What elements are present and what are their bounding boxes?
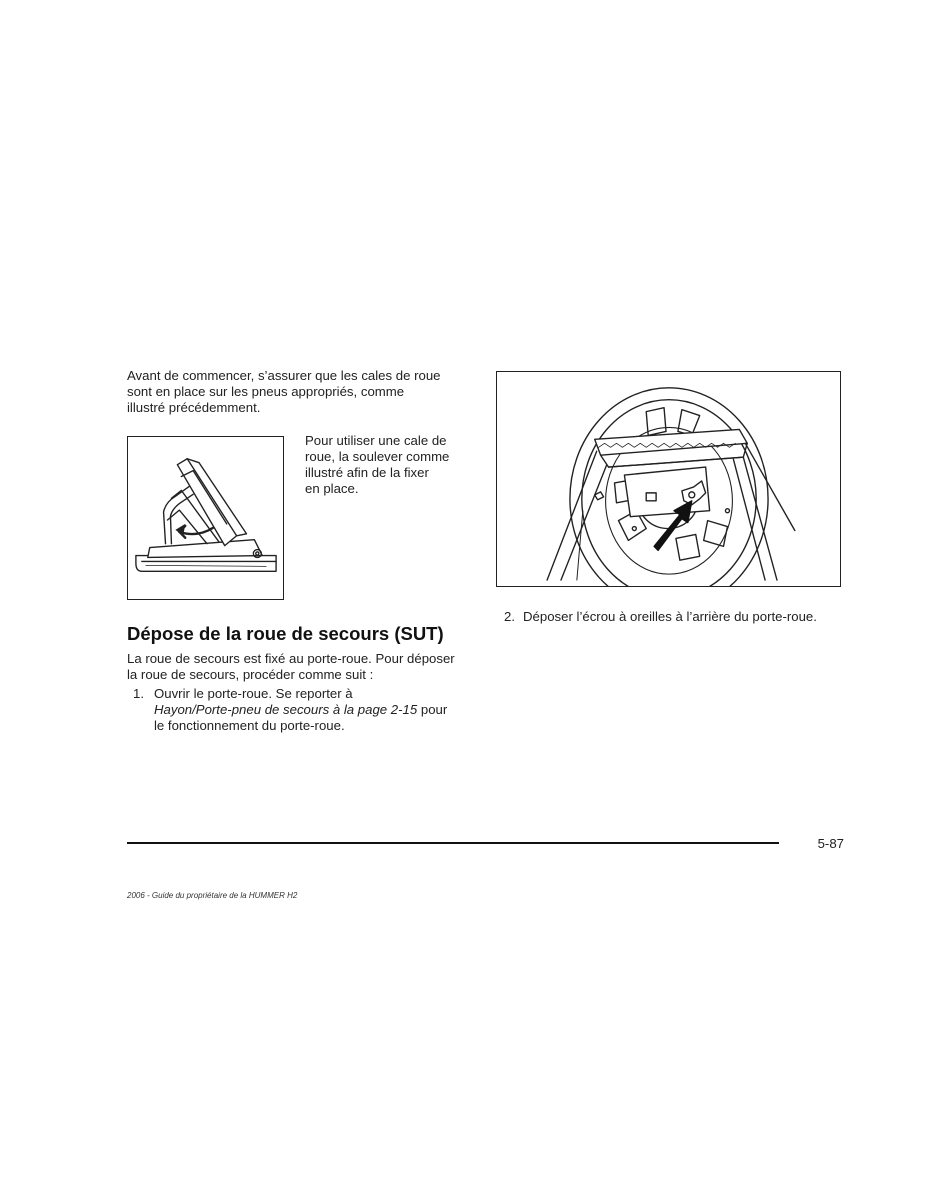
step-number: 1. (133, 686, 144, 701)
chock-caption-line: illustré afin de la fixer (305, 465, 429, 480)
chock-caption (305, 433, 465, 497)
section-body (127, 651, 472, 683)
wheel-chock-illustration (127, 436, 284, 600)
step-line: Ouvrir le porte-roue. Se reporter à (154, 686, 353, 701)
section-body-line: la roue de secours, procéder comme suit : (127, 667, 374, 682)
chock-caption-line: roue, la soulever comme (305, 449, 450, 464)
cross-reference-link[interactable]: Hayon/Porte-pneu de secours à la page 2-15 (154, 702, 418, 717)
step-text (154, 686, 474, 734)
chock-caption-line: en place. (305, 481, 359, 496)
intro-line: sont en place sur les pneus appropriés, comme (127, 384, 405, 399)
step-number: 2. (504, 609, 515, 624)
step-line-tail: pour (417, 702, 448, 717)
chock-caption-line: Pour utiliser une cale de (305, 433, 447, 448)
section-body-line: La roue de secours est fixé au porte-roue. Pour déposer (127, 651, 455, 666)
intro-line: Avant de commencer, s’assurer que les cales de roue (127, 368, 441, 383)
step-line: le fonctionnement du porte-roue. (154, 718, 345, 733)
intro-paragraph (127, 368, 467, 416)
section-heading: Dépose de la roue de secours (SUT) (127, 623, 444, 644)
step-text: Déposer l’écrou à oreilles à l’arrière du porte-roue. (523, 609, 817, 624)
step-line (154, 702, 474, 718)
footer-text: 2006 - Guide du propriétaire de la HUMMER H2 (127, 891, 298, 900)
spare-wheel-carrier-illustration (496, 371, 841, 587)
intro-line: illustré précédemment. (127, 400, 261, 415)
page-number: 5-87 (817, 836, 844, 851)
footer-rule (127, 842, 779, 844)
